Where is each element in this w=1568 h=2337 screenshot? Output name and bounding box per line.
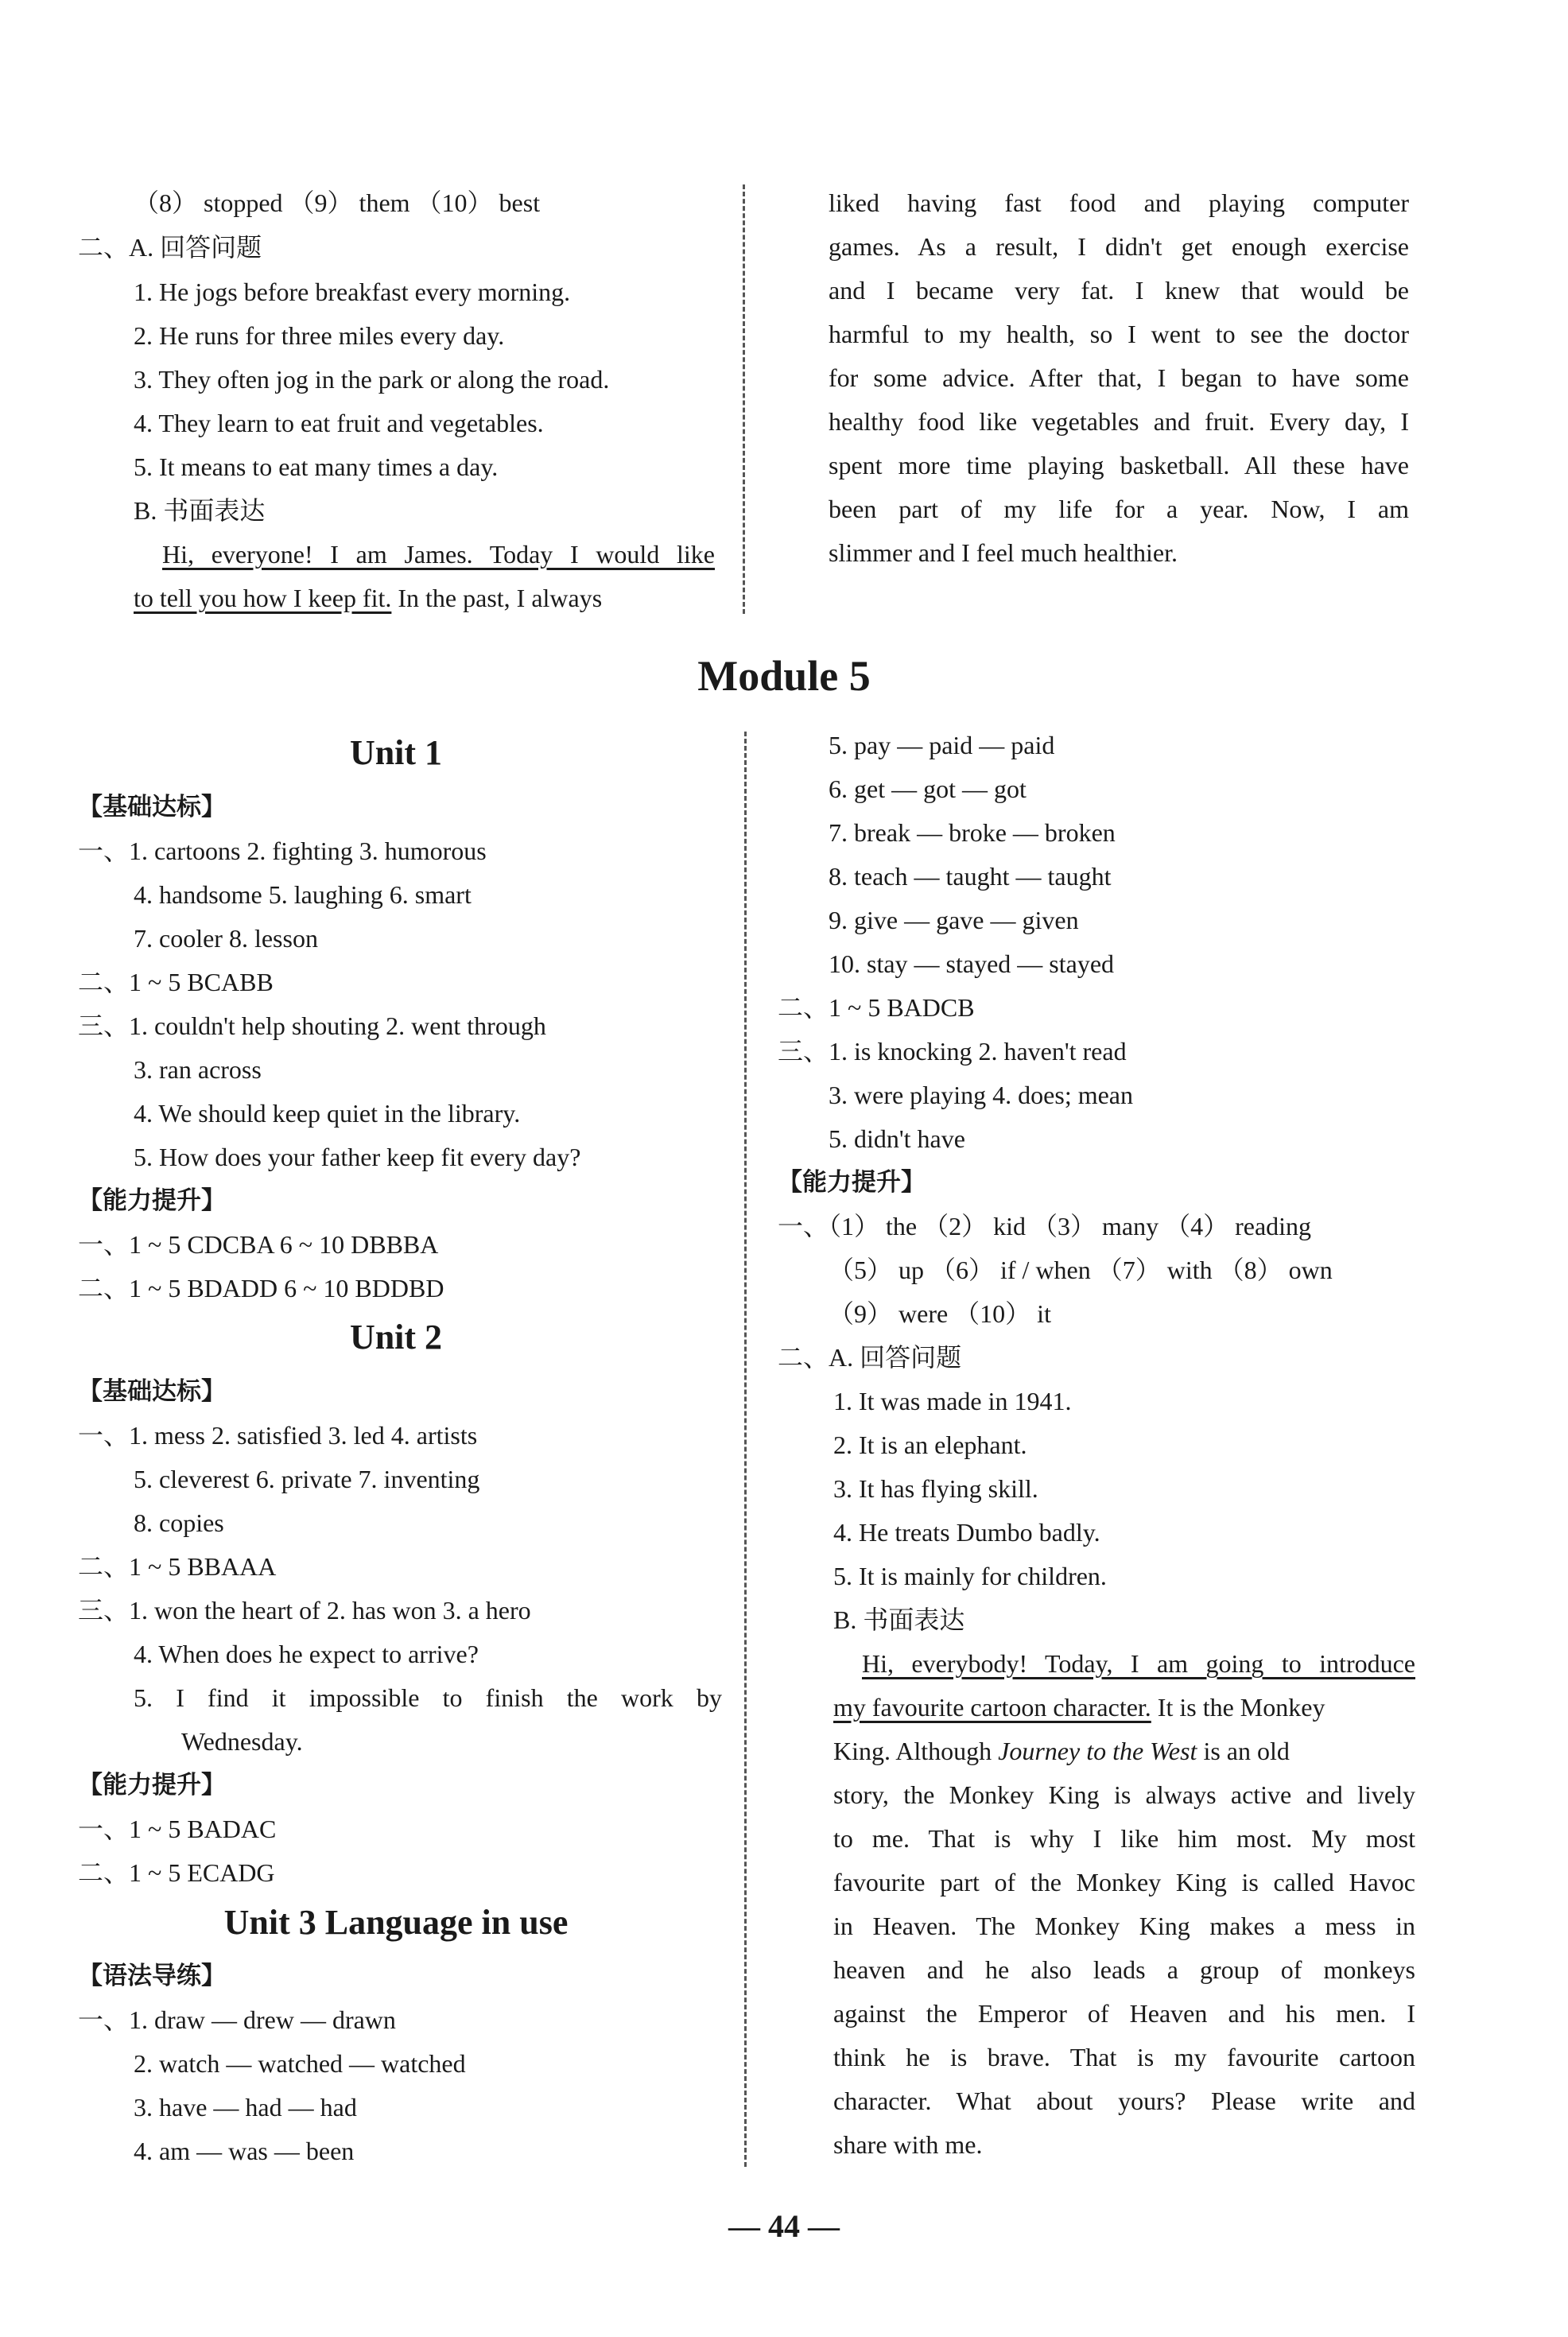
text-line: （8） stopped （9） them （10） best xyxy=(134,188,541,217)
section-tag: 【能力提升】 xyxy=(778,1168,926,1197)
answer-line: Wednesday. xyxy=(181,1727,303,1756)
section-heading: 二、A. 回答问题 xyxy=(78,233,262,262)
essay-text: In the past, I always xyxy=(391,584,603,612)
answer-line: 一、1 ~ 5 CDCBA 6 ~ 10 DBBBA xyxy=(78,1230,439,1259)
essay-text: It is the Monkey xyxy=(1151,1693,1325,1722)
essay-line: think he is brave. That is my favourite cartoon xyxy=(833,2043,1415,2071)
answer-line: 5. pay — paid — paid xyxy=(829,731,1055,759)
section-tag: 【能力提升】 xyxy=(78,1186,226,1215)
answer-line: 9. give — gave — given xyxy=(829,906,1079,934)
answer-line: 2. He runs for three miles every day. xyxy=(134,321,505,350)
section-tag: 【基础达标】 xyxy=(78,793,226,821)
answer-line: 二、1 ~ 5 ECADG xyxy=(78,1858,275,1887)
essay-line: and I became very fat. I knew that would be xyxy=(829,276,1409,305)
answer-line: 4. am — was — been xyxy=(134,2137,355,2165)
answer-line: 一、（1） the （2） kid （3） many （4） reading xyxy=(778,1212,1312,1240)
essay-line: spent more time playing basketball. All these have xyxy=(829,451,1409,479)
answer-line: 8. teach — taught — taught xyxy=(829,862,1112,891)
essay-line: liked having fast food and playing computer xyxy=(829,188,1409,217)
module-title: Module 5 xyxy=(697,652,871,700)
answer-line: 一、1. cartoons 2. fighting 3. humorous xyxy=(78,837,487,865)
section-heading: 二、A. 回答问题 xyxy=(778,1343,962,1372)
answer-line: 4. handsome 5. laughing 6. smart xyxy=(134,880,472,909)
answer-line: 一、1. mess 2. satisfied 3. led 4. artists xyxy=(78,1421,478,1450)
essay-text: is an old xyxy=(1197,1737,1290,1765)
answer-line: 3. ran across xyxy=(134,1055,262,1084)
essay-line: heaven and he also leads a group of monkeys xyxy=(833,1955,1415,1984)
essay-line: games. As a result, I didn't get enough exercise xyxy=(829,232,1409,261)
unit-title: Unit 1 xyxy=(349,733,443,772)
essay-line: healthy food like vegetables and fruit. Every day, I xyxy=(829,407,1409,436)
answer-line: 2. watch — watched — watched xyxy=(134,2049,466,2078)
page-number: — 44 — xyxy=(728,2208,840,2244)
answer-line: 2. It is an elephant. xyxy=(833,1431,1027,1459)
essay-line: slimmer and I feel much healthier. xyxy=(829,538,1178,567)
book-title: Journey to the West xyxy=(998,1737,1197,1765)
section-tag: 【语法导练】 xyxy=(78,1962,226,1990)
answer-line: 4. He treats Dumbo badly. xyxy=(833,1518,1100,1547)
answer-line: 5. It means to eat many times a day. xyxy=(134,452,499,481)
answer-line: 4. We should keep quiet in the library. xyxy=(134,1099,521,1128)
essay-line xyxy=(134,576,602,619)
essay-line: share with me. xyxy=(833,2130,983,2159)
essay-line: to me. That is why I like him most. My most xyxy=(833,1824,1415,1853)
column-divider xyxy=(744,732,747,2167)
answer-line: 三、1. is knocking 2. haven't read xyxy=(778,1037,1127,1066)
answer-line: 7. break — broke — broken xyxy=(829,818,1116,847)
essay-line xyxy=(833,1729,1290,1772)
essay-underlined: my favourite cartoon character. xyxy=(833,1693,1151,1722)
answer-line: 3. It has flying skill. xyxy=(833,1474,1038,1503)
section-heading: B. 书面表达 xyxy=(134,496,266,525)
essay-line: against the Emperor of Heaven and his men. I xyxy=(833,1999,1415,2028)
answer-line: 3. were playing 4. does; mean xyxy=(829,1081,1133,1109)
essay-line: for some advice. After that, I began to have some xyxy=(829,363,1409,392)
unit-title: Unit 3 Language in use xyxy=(223,1903,569,1942)
answer-line: 5. cleverest 6. private 7. inventing xyxy=(134,1465,480,1493)
section-heading: B. 书面表达 xyxy=(833,1605,965,1634)
section-tag: 【能力提升】 xyxy=(78,1771,226,1799)
answer-line: 一、1 ~ 5 BADAC xyxy=(78,1815,277,1843)
answer-line: 三、1. couldn't help shouting 2. went through xyxy=(78,1011,546,1040)
answer-line: 7. cooler 8. lesson xyxy=(134,924,318,953)
essay-line xyxy=(833,1686,1325,1729)
essay-line: harmful to my health, so I went to see the doctor xyxy=(829,320,1409,348)
answer-line: 10. stay — stayed — stayed xyxy=(829,949,1115,978)
answer-line: 三、1. won the heart of 2. has won 3. a hero xyxy=(78,1596,531,1625)
essay-line: favourite part of the Monkey King is called Havoc xyxy=(833,1868,1415,1896)
answer-line: 5. I find it impossible to finish the work by xyxy=(134,1683,722,1712)
essay-line: story, the Monkey King is always active and lively xyxy=(833,1780,1415,1809)
answer-line: 8. copies xyxy=(134,1508,224,1537)
essay-underlined: to tell you how I keep fit. xyxy=(134,584,392,612)
essay-line: in Heaven. The Monkey King makes a mess in xyxy=(833,1912,1415,1940)
answer-line: 二、1 ~ 5 BDADD 6 ~ 10 BDDBD xyxy=(78,1274,444,1302)
answer-line: 5. didn't have xyxy=(829,1124,965,1153)
answer-line: 3. They often jog in the park or along the road. xyxy=(134,365,610,394)
answer-line: 二、1 ~ 5 BADCB xyxy=(778,993,975,1022)
answer-line: （9） were （10） it xyxy=(829,1299,1051,1328)
answer-line: 1. It was made in 1941. xyxy=(833,1387,1072,1415)
answer-line: 6. get — got — got xyxy=(829,774,1027,803)
essay-line: been part of my life for a year. Now, I am xyxy=(829,495,1409,523)
unit-title: Unit 2 xyxy=(349,1318,443,1357)
essay-text: King. Although xyxy=(833,1737,999,1765)
essay-line: Hi, everybody! Today, I am going to introduce xyxy=(862,1649,1415,1678)
answer-line: 4. They learn to eat fruit and vegetables. xyxy=(134,409,544,437)
essay-line: character. What about yours? Please write and xyxy=(833,2087,1415,2115)
answer-line: 二、1 ~ 5 BCABB xyxy=(78,968,274,996)
essay-line: Hi, everyone! I am James. Today I would like xyxy=(162,540,715,569)
answer-line: （5） up （6） if / when （7） with （8） own xyxy=(829,1256,1333,1284)
answer-line: 5. It is mainly for children. xyxy=(833,1562,1107,1590)
answer-line: 一、1. draw — drew — drawn xyxy=(78,2005,396,2034)
answer-line: 4. When does he expect to arrive? xyxy=(134,1640,479,1668)
answer-line: 二、1 ~ 5 BBAAA xyxy=(78,1552,277,1581)
answer-line: 5. How does your father keep fit every day? xyxy=(134,1143,581,1171)
section-tag: 【基础达标】 xyxy=(78,1377,226,1406)
answer-line: 1. He jogs before breakfast every morning. xyxy=(134,278,571,306)
answer-line: 3. have — had — had xyxy=(134,2093,357,2122)
column-divider xyxy=(743,184,745,614)
